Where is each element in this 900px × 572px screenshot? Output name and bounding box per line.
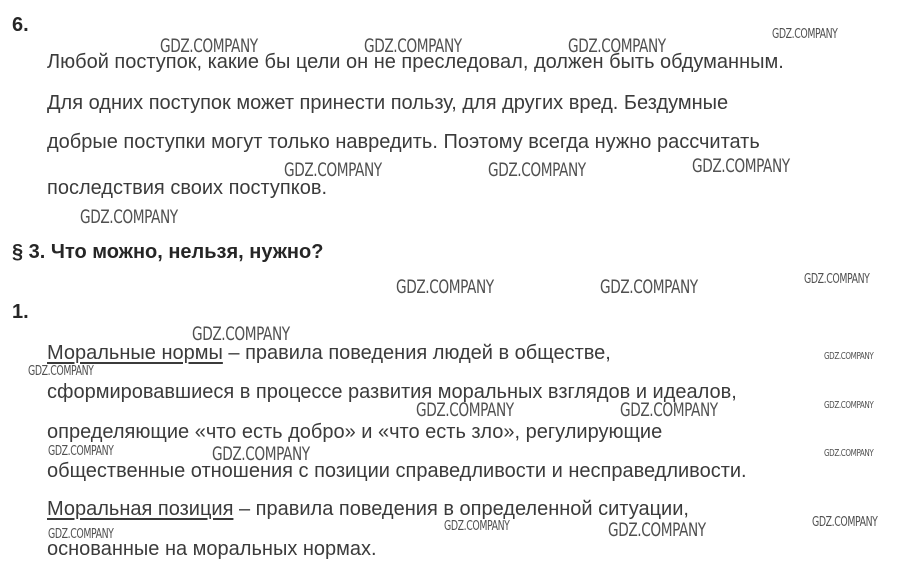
- section6-line-3: добрые поступки могут только навредить. Поэтому всегда нужно рассчитать: [47, 131, 760, 153]
- watermark: GDZ.COMPANY: [192, 323, 290, 345]
- watermark: GDZ.COMPANY: [396, 276, 494, 298]
- moral-norms-line-2: сформировавшиеся в процессе развития моральных взглядов и идеалов,: [47, 381, 737, 403]
- term-moral-norms: Моральные нормы: [47, 342, 223, 364]
- section6-line-2: Для одних поступок может принести пользу, для других вред. Бездумные: [47, 92, 729, 114]
- definition-moral-position: [47, 497, 689, 521]
- watermark: GDZ.COMPANY: [804, 272, 870, 287]
- watermark: GDZ.COMPANY: [568, 35, 666, 57]
- watermark: GDZ.COMPANY: [28, 364, 94, 379]
- moral-norms-line-3: определяющие «что есть добро» и «что есть зло», регулирующие: [47, 421, 663, 443]
- section6-line-4: последствия своих поступков.: [47, 177, 328, 199]
- watermark: GDZ.COMPANY: [600, 276, 698, 298]
- watermark: GDZ.COMPANY: [488, 159, 586, 181]
- watermark: GDZ.COMPANY: [364, 35, 462, 57]
- watermark: GDZ.COMPANY: [284, 159, 382, 181]
- moral-position-line-2: основанные на моральных нормах.: [47, 538, 377, 560]
- watermark: GDZ.COMPANY: [416, 399, 514, 421]
- watermark: GDZ.COMPANY: [620, 399, 718, 421]
- task-number-6: 6.: [12, 14, 29, 36]
- watermark: GDZ.COMPANY: [824, 448, 874, 459]
- moral-norms-line-4: общественные отношения с позиции справедливости и несправедливости.: [47, 460, 747, 482]
- section6-line-1: Любой поступок, какие бы цели он не преследовал, должен быть обдуманным.: [47, 51, 784, 73]
- definition-moral-norms: [47, 341, 611, 365]
- paragraph-heading: § 3. Что можно, нельзя, нужно?: [12, 241, 324, 263]
- watermark: GDZ.COMPANY: [444, 519, 510, 534]
- watermark: GDZ.COMPANY: [160, 35, 258, 57]
- watermark: GDZ.COMPANY: [608, 519, 706, 541]
- watermark: GDZ.COMPANY: [812, 515, 878, 530]
- watermark: GDZ.COMPANY: [80, 206, 178, 228]
- watermark: GDZ.COMPANY: [48, 444, 114, 459]
- watermark: GDZ.COMPANY: [692, 155, 790, 177]
- watermark: GDZ.COMPANY: [772, 27, 838, 42]
- watermark: GDZ.COMPANY: [824, 400, 874, 411]
- watermark: GDZ.COMPANY: [212, 443, 310, 465]
- watermark: GDZ.COMPANY: [48, 527, 114, 542]
- term-moral-position-rest: – правила поведения в определенной ситуации,: [233, 498, 689, 520]
- watermark: GDZ.COMPANY: [824, 351, 874, 362]
- term-moral-norms-rest: – правила поведения людей в обществе,: [222, 342, 611, 364]
- task-number-1: 1.: [12, 301, 29, 323]
- term-moral-position: Моральная позиция: [47, 498, 234, 520]
